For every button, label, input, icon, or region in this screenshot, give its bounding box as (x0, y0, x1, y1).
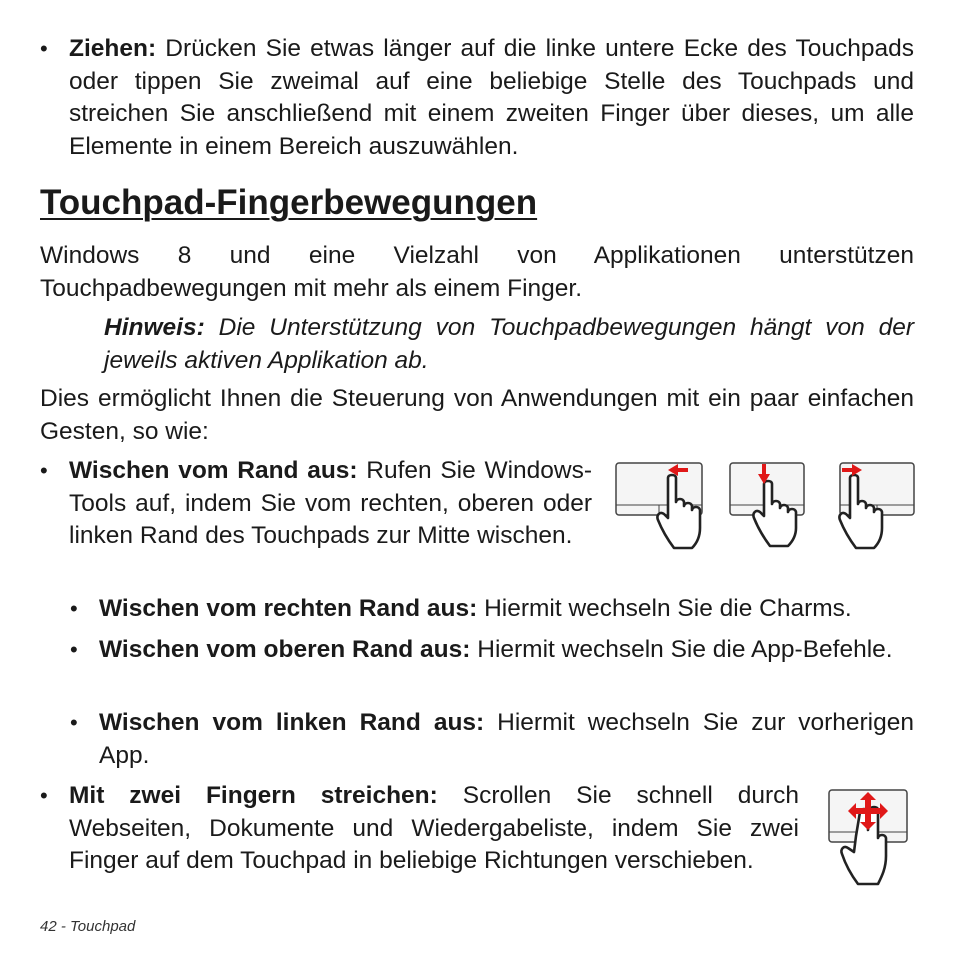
bullet-ziehen (69, 33, 914, 163)
bullet-text: Rufen Sie Windows-Tools auf, indem Sie vom rechten, oberen oder linken Rand des Touchpads zur Mitte wischen. (69, 457, 592, 549)
bullet-label: Ziehen: (69, 35, 157, 62)
sub-bullet-left-edge (99, 707, 914, 772)
page-footer: 42 - Touchpad (40, 918, 136, 935)
bullet-label: Mit zwei Fingern streichen: (69, 782, 438, 809)
bullet-wischen (69, 455, 592, 553)
edge-swipe-illustrations (612, 460, 916, 555)
lead-paragraph: Dies ermöglicht Ihnen die Steuerung von Anwendungen mit ein paar einfachen Gesten, so wie: (40, 385, 914, 445)
swipe-top-edge-icon (730, 463, 804, 546)
bullet-text: Scrollen Sie schnell durch Webseiten, Dokumente und Wiedergabeliste, indem Sie zwei Finger auf dem Touchpad in beliebige Richtungen verschieben. (69, 782, 799, 874)
note-label: Hinweis: (104, 314, 205, 341)
sub-bullet-top-edge (99, 634, 914, 667)
bullet-dot: • (40, 783, 48, 808)
sub-bullet-dot: • (70, 596, 78, 621)
sub-bullet-label: Wischen vom rechten Rand aus: (99, 595, 478, 622)
sub-bullet-dot: • (70, 637, 78, 662)
bullet-dot: • (40, 458, 48, 483)
sub-bullet-label: Wischen vom oberen Rand aus: (99, 636, 471, 663)
swipe-right-edge-icon (616, 463, 702, 548)
sub-bullet-text: Hiermit wechseln Sie die Charms. (477, 595, 852, 622)
intro-paragraph: Windows 8 und eine Vielzahl von Applikationen unterstützen Touchpadbewegungen mit mehr als einem Finger. (40, 242, 914, 302)
bullet-label: Wischen vom Rand aus: (69, 457, 358, 484)
section-title: Touchpad-Fingerbewegungen (40, 183, 538, 222)
two-finger-scroll-icon (826, 786, 910, 888)
sub-bullet-text: Hiermit wechseln Sie zur vorherigen App. (99, 709, 914, 769)
sub-bullet-label: Wischen vom linken Rand aus: (99, 709, 485, 736)
note-text: Die Unterstützung von Touchpadbewegungen hängt von der jeweils aktiven Applikation ab. (104, 314, 914, 374)
bullet-dot: • (40, 36, 48, 61)
note-paragraph (104, 312, 914, 377)
swipe-left-edge-icon (839, 463, 914, 548)
sub-bullet-text: Hiermit wechseln Sie die App-Befehle. (470, 636, 893, 663)
bullet-text: Drücken Sie etwas länger auf die linke untere Ecke des Touchpads oder tippen Sie zweimal auf eine beliebige Stelle des Touchpads und streichen Sie anschließend mit einem zweiten Finger über dieses, um alle Elemente in einem Bereich auszuwählen. (69, 35, 914, 160)
sub-bullet-right-edge (99, 593, 914, 626)
sub-bullet-dot: • (70, 710, 78, 735)
bullet-zwei-finger (69, 780, 799, 878)
